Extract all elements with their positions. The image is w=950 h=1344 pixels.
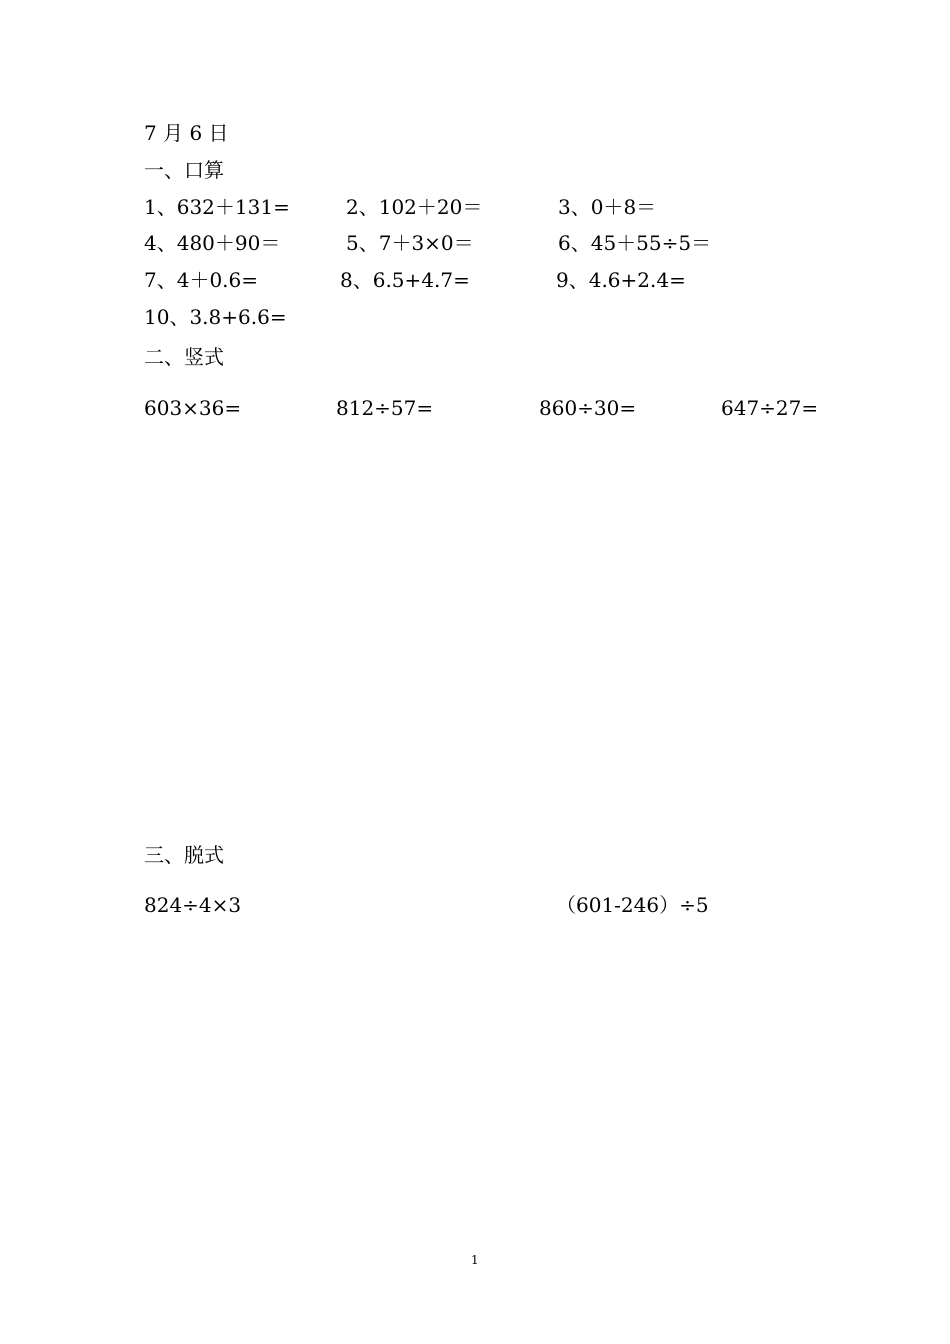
- step-calc-item: （601-246）÷5: [556, 893, 709, 917]
- mental-math-item: 3、0＋8＝: [558, 195, 657, 219]
- step-calc-item: 824÷4×3: [144, 893, 242, 917]
- mental-math-item: 8、6.5+4.7=: [340, 268, 470, 292]
- page-number: 1: [471, 1253, 479, 1267]
- mental-math-item: 10、3.8+6.6=: [144, 305, 287, 329]
- mental-math-item: 4、480＋90＝: [144, 231, 281, 255]
- date-line: 7 月 6 日: [144, 121, 229, 145]
- mental-math-item: 6、45＋55÷5＝: [558, 231, 712, 255]
- vertical-calc-item: 860÷30=: [539, 396, 637, 420]
- mental-math-item: 2、102＋20＝: [346, 195, 483, 219]
- section-heading-step-calc: 三、脱式: [144, 843, 224, 867]
- section-heading-mental-math: 一、口算: [144, 158, 224, 182]
- vertical-calc-item: 647÷27=: [721, 396, 819, 420]
- vertical-calc-item: 812÷57=: [336, 396, 434, 420]
- mental-math-item: 5、7＋3×0＝: [346, 231, 474, 255]
- mental-math-item: 9、4.6+2.4=: [556, 268, 686, 292]
- section-heading-vertical-calc: 二、竖式: [144, 345, 224, 369]
- mental-math-item: 1、632＋131=: [144, 195, 290, 219]
- vertical-calc-item: 603×36=: [144, 396, 242, 420]
- mental-math-item: 7、4＋0.6=: [144, 268, 259, 292]
